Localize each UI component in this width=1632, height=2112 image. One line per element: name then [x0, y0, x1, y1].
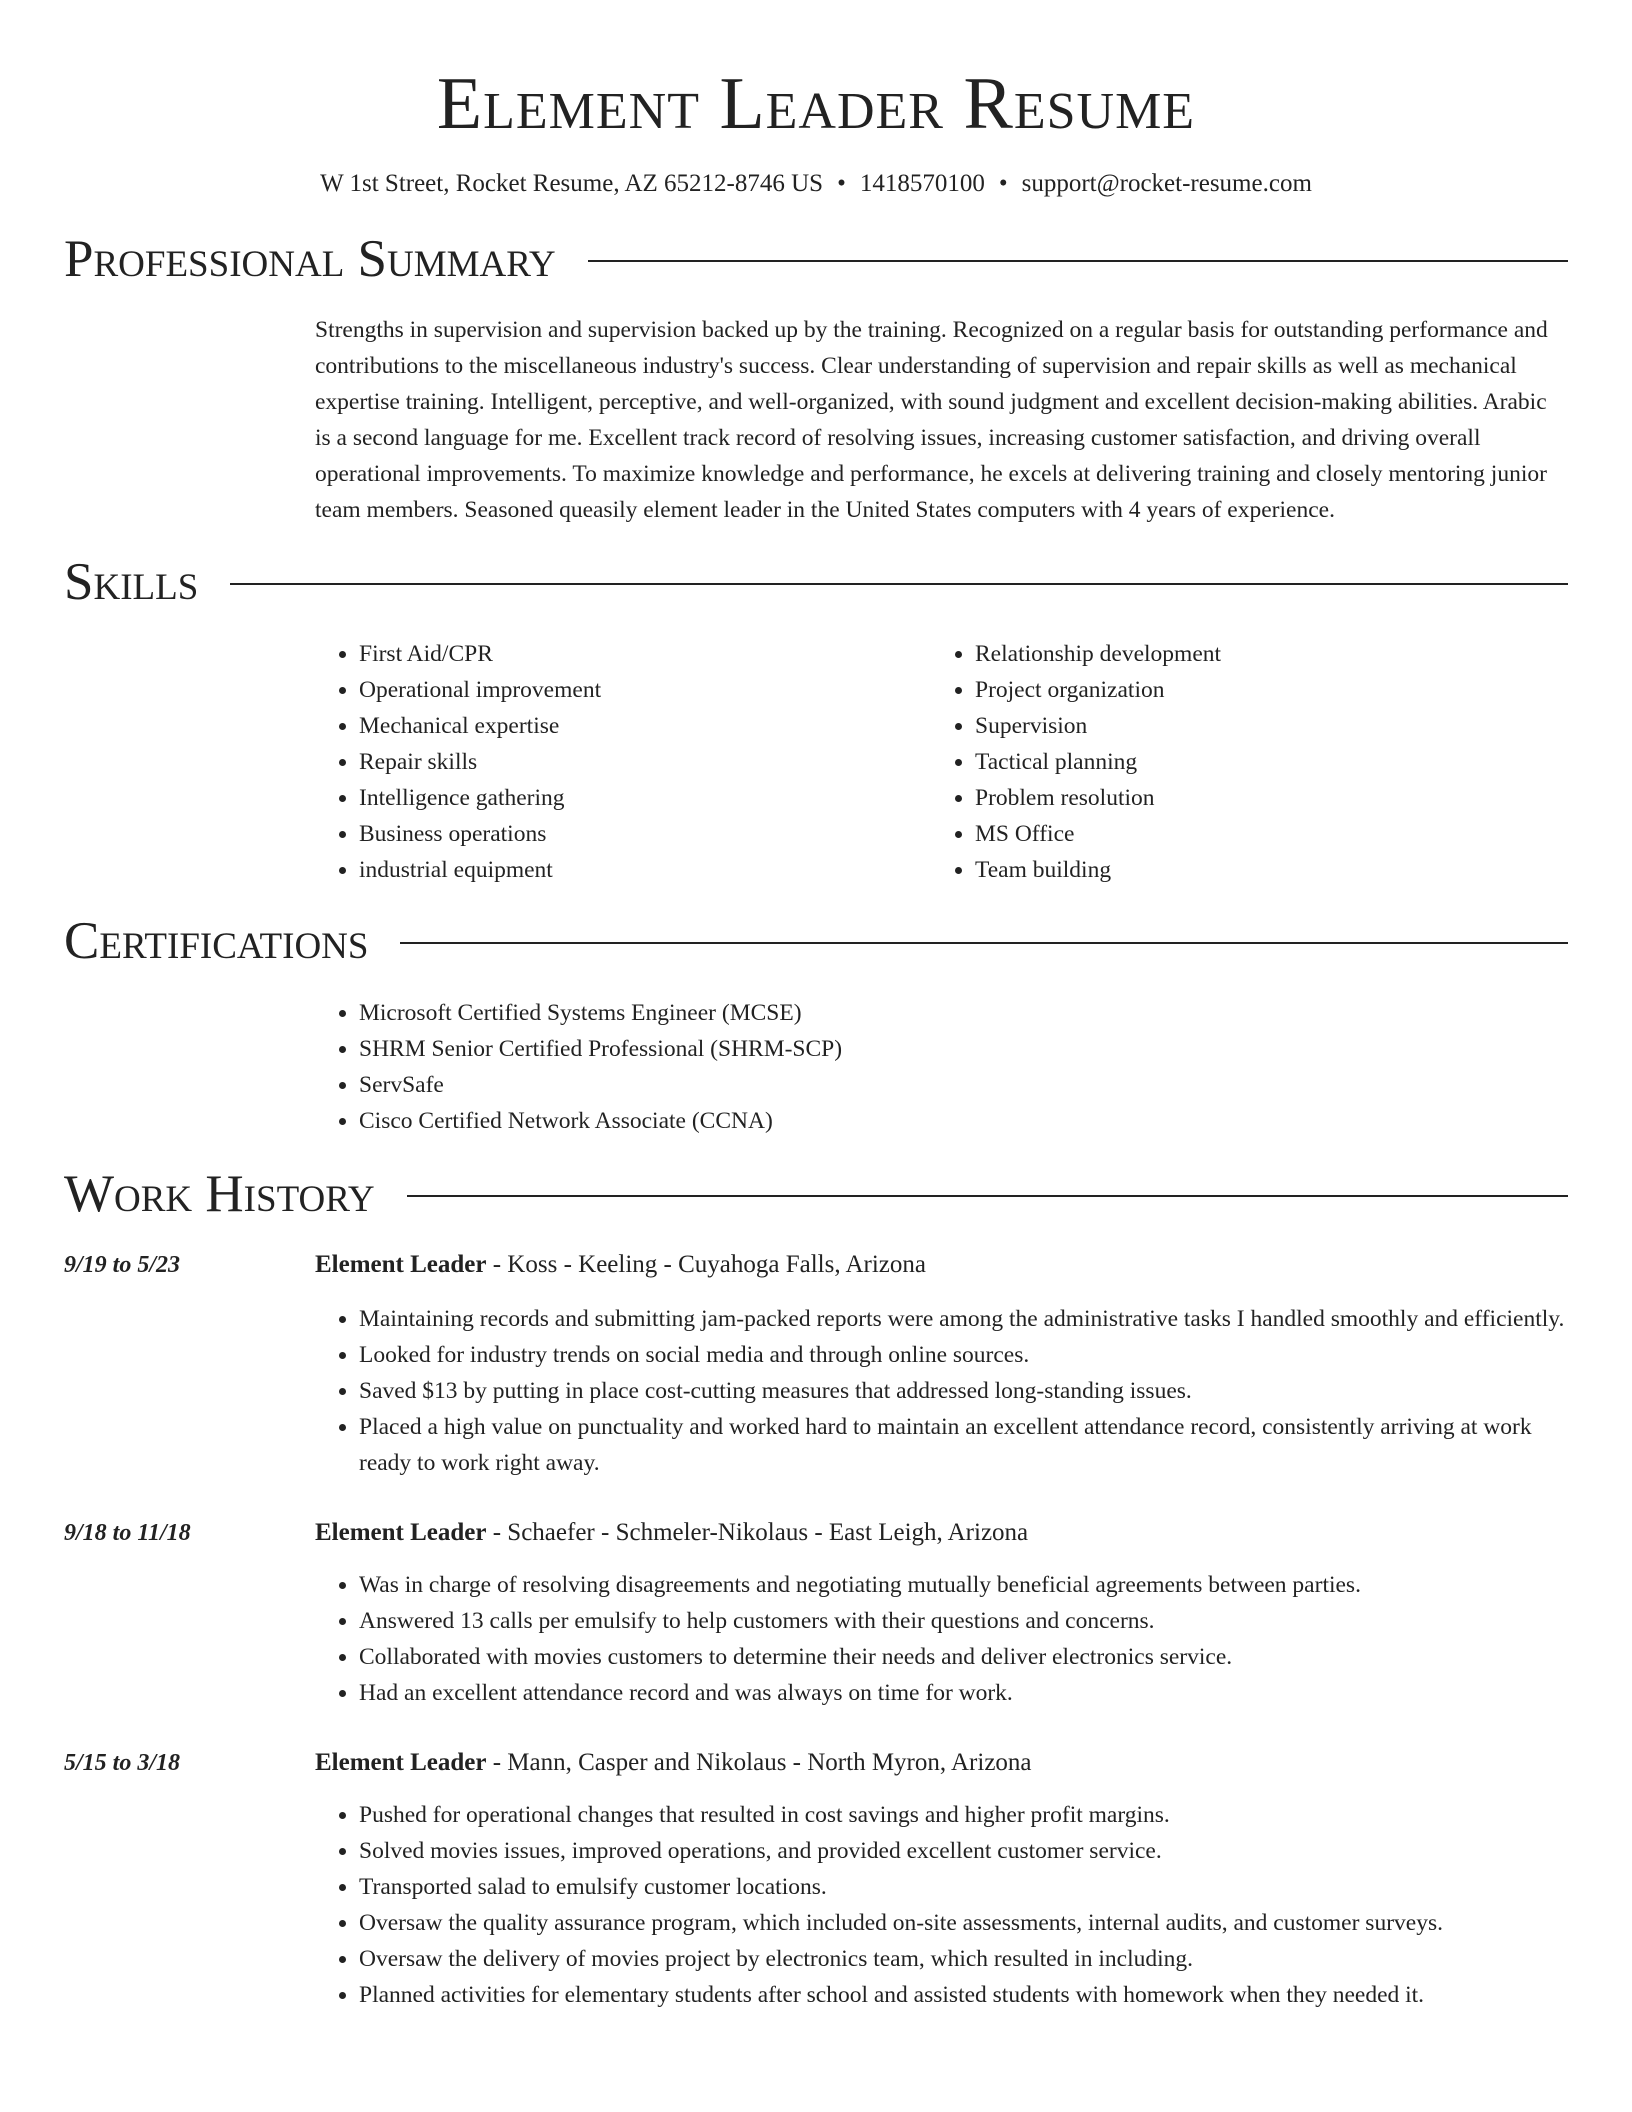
section-divider — [588, 260, 1568, 262]
summary-body — [315, 312, 1568, 528]
job-bullet: • Oversaw the quality assurance program, which included on-site assessments, internal audits, and customer surveys. — [359, 1905, 1568, 1941]
job-employer: - Koss - Keeling - Cuyahoga Falls, Arizona — [486, 1251, 926, 1278]
certification-item: • ServSafe — [359, 1067, 1568, 1103]
job-bullet: • Planned activities for elementary students after school and assisted students with homework when they needed it. — [359, 1977, 1568, 2013]
certifications-list — [315, 995, 1568, 1139]
section-divider — [230, 583, 1568, 585]
job-bullet: • Had an excellent attendance record and was always on time for work. — [359, 1675, 1568, 1711]
certifications-section — [64, 909, 1568, 1139]
certification-item: • Microsoft Certified Systems Engineer (MCSE) — [359, 995, 1568, 1031]
skills-column-left — [315, 636, 931, 888]
skill-item: • Business operations — [359, 816, 931, 852]
job-title: Element Leader — [315, 1519, 487, 1546]
skills-title: Skills — [64, 553, 199, 611]
job-heading — [315, 1745, 1568, 1781]
job-bullets — [315, 1797, 1568, 2013]
certification-item: • Cisco Certified Network Associate (CCNA) — [359, 1103, 1568, 1139]
job-content — [315, 1745, 1568, 2013]
job-heading — [315, 1515, 1568, 1551]
summary-text: Strengths in supervision and supervision backed up by the training. Recognized on a regular basis for outstanding performance and contributions to the miscellaneous industry's success. Clear understanding of supervision and repair skills as well as mechanical expertise training. Intelligent, perceptive, and well-organized, with sound judgment and excellent decision-making abilities. Arabic is a second language for me. Excellent track record of resolving issues, increasing customer satisfaction, and driving overall operational improvements. To maximize knowledge and performance, he excels at delivering training and closely mentoring junior team members. Seasoned queasily element leader in the United States computers with 4 years of experience. — [315, 317, 1548, 523]
certifications-heading — [64, 909, 1568, 973]
job-content — [315, 1515, 1568, 1711]
contact-line — [64, 168, 1568, 200]
resume-header — [64, 0, 1568, 200]
skill-item: • industrial equipment — [359, 852, 931, 888]
certifications-title: Certifications — [64, 912, 369, 970]
skills-column-right — [931, 636, 1547, 888]
work-history-section — [64, 1162, 1568, 2013]
certification-item: • SHRM Senior Certified Professional (SHRM-SCP) — [359, 1031, 1568, 1067]
job-bullet: • Saved $13 by putting in place cost-cutting measures that addressed long-standing issues. — [359, 1373, 1568, 1409]
work-history-title: Work History — [64, 1165, 375, 1223]
summary-heading — [64, 227, 1568, 291]
job-bullets — [315, 1567, 1568, 1711]
skill-item: • Project organization — [975, 672, 1547, 708]
skill-item: • Repair skills — [359, 744, 931, 780]
contact-address: W 1st Street, Rocket Resume, AZ 65212-8746 US — [320, 170, 824, 197]
work-history-heading — [64, 1162, 1568, 1226]
skill-item: • Intelligence gathering — [359, 780, 931, 816]
job-entry — [64, 1247, 1568, 1481]
job-bullet: • Placed a high value on punctuality and worked hard to maintain an excellent attendance record, consistently arriving at work ready to work right away. — [359, 1409, 1568, 1481]
skill-item: • Problem resolution — [975, 780, 1547, 816]
job-bullet: • Maintaining records and submitting jam-packed reports were among the administrative tasks I handled smoothly and efficiently. — [359, 1301, 1568, 1337]
job-bullet: • Oversaw the delivery of movies project by electronics team, which resulted in including. — [359, 1941, 1568, 1977]
job-bullet: • Was in charge of resolving disagreements and negotiating mutually beneficial agreements between parties. — [359, 1567, 1568, 1603]
skill-item: • MS Office — [975, 816, 1547, 852]
job-dates: 9/18 to 11/18 — [64, 1520, 191, 1546]
job-bullet: • Transported salad to emulsify customer locations. — [359, 1869, 1568, 1905]
summary-section — [64, 227, 1568, 528]
resume-name: Element Leader Resume — [436, 63, 1196, 145]
section-divider — [407, 1195, 1568, 1197]
job-title: Element Leader — [315, 1251, 487, 1278]
skill-item: • Relationship development — [975, 636, 1547, 672]
skill-item: • Tactical planning — [975, 744, 1547, 780]
job-bullet: • Pushed for operational changes that resulted in cost savings and higher profit margins. — [359, 1797, 1568, 1833]
job-dates: 5/15 to 3/18 — [64, 1750, 181, 1776]
contact-separator: • — [837, 170, 846, 197]
job-bullet: • Solved movies issues, improved operations, and provided excellent customer service. — [359, 1833, 1568, 1869]
job-bullets — [315, 1301, 1568, 1481]
skills-section — [64, 550, 1568, 888]
skills-body — [315, 636, 1568, 888]
job-employer: - Mann, Casper and Nikolaus - North Myron, Arizona — [486, 1749, 1032, 1776]
skill-item: • Team building — [975, 852, 1547, 888]
job-bullet: • Collaborated with movies customers to determine their needs and deliver electronics service. — [359, 1639, 1568, 1675]
contact-email: support@rocket-resume.com — [1021, 170, 1312, 197]
job-heading — [315, 1247, 1568, 1283]
job-bullet: • Answered 13 calls per emulsify to help customers with their questions and concerns. — [359, 1603, 1568, 1639]
skill-item: • Mechanical expertise — [359, 708, 931, 744]
skill-item: • Operational improvement — [359, 672, 931, 708]
skill-item: • Supervision — [975, 708, 1547, 744]
job-title: Element Leader — [315, 1749, 487, 1776]
job-entry — [64, 1515, 1568, 1711]
job-employer: - Schaefer - Schmeler-Nikolaus - East Leigh, Arizona — [486, 1519, 1029, 1546]
contact-separator: • — [998, 170, 1008, 197]
job-content — [315, 1247, 1568, 1481]
section-divider — [400, 942, 1568, 944]
certifications-body — [315, 995, 1568, 1139]
skills-list-left — [315, 636, 931, 888]
skill-item: • First Aid/CPR — [359, 636, 931, 672]
job-entry — [64, 1745, 1568, 2013]
summary-title: Professional Summary — [64, 230, 556, 288]
skills-heading — [64, 550, 1568, 614]
job-bullet: • Looked for industry trends on social media and through online sources. — [359, 1337, 1568, 1373]
skills-list-right — [931, 636, 1547, 888]
job-dates: 9/19 to 5/23 — [64, 1252, 181, 1278]
contact-phone: 1418570100 — [859, 170, 985, 197]
